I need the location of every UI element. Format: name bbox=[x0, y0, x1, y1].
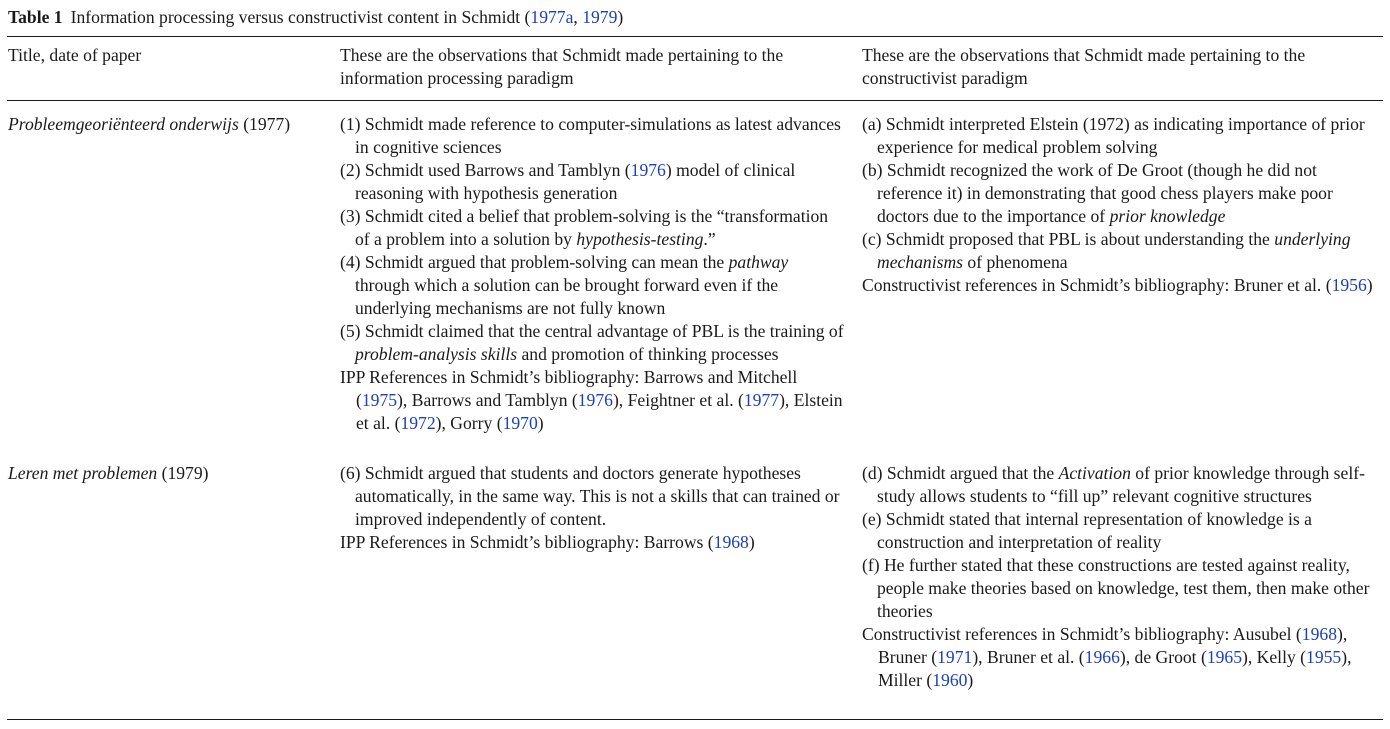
caption-citation-link[interactable]: 1977a bbox=[530, 7, 574, 27]
ipp-references: IPP References in Schmidt’s bibliography: Barrows and Mitchell (1975), Barrows and Tamblyn (1976), Feightner et al. (1977), Elstein et al. (1972), Gorry (1970) bbox=[340, 367, 843, 433]
table-bottom-rule bbox=[7, 719, 1383, 720]
citation-link[interactable]: 1970 bbox=[502, 413, 538, 433]
row-title-1979 bbox=[8, 462, 330, 485]
citation-link[interactable]: 1977 bbox=[743, 390, 780, 410]
ipp-observation: (6) Schmidt argued that students and doctors generate hypotheses automatically, in the same way. This is not a skills that can trained or improved independently of content. bbox=[340, 463, 840, 529]
ipp-references: IPP References in Schmidt’s bibliography: Barrows (1968) bbox=[340, 532, 755, 552]
ipp-observation: (2) Schmidt used Barrows and Tamblyn (1976) model of clinical reasoning with hypothesis generation bbox=[340, 160, 796, 203]
citation-link[interactable]: 1971 bbox=[937, 647, 973, 667]
header-rule bbox=[7, 100, 1383, 101]
caption-text: Information processing versus constructivist content in Schmidt ( bbox=[70, 7, 531, 27]
header-col-ipp: These are the observations that Schmidt made pertaining to the information processing paradigm bbox=[340, 45, 784, 88]
table-top-rule bbox=[7, 36, 1383, 37]
constructivist-observation: (e) Schmidt stated that internal representation of knowledge is a construction and interpretation of reality bbox=[862, 509, 1312, 552]
citation-link[interactable]: 1955 bbox=[1306, 647, 1342, 667]
table-label: Table 1 bbox=[8, 7, 63, 27]
constructivist-observation: (a) Schmidt interpreted Elstein (1972) as indicating importance of prior experience for medical problem solving bbox=[862, 114, 1365, 157]
citation-link[interactable]: 1965 bbox=[1206, 647, 1243, 667]
header-col-constructivist: These are the observations that Schmidt made pertaining to the constructivist paradigm bbox=[862, 45, 1306, 88]
ipp-observation: (5) Schmidt claimed that the central advantage of PBL is the training of problem-analysis skills and promotion of thinking processes bbox=[340, 321, 844, 364]
constructivist-references: Constructivist references in Schmidt’s bibliography: Ausubel (1968), Bruner (1971), Bruner et al. (1966), de Groot (1965), Kelly (1955), Miller (1960) bbox=[862, 624, 1352, 690]
header-col-title: Title, date of paper bbox=[8, 45, 142, 65]
ipp-cell-1977 bbox=[340, 113, 845, 435]
paper-year: (1979) bbox=[157, 463, 209, 483]
constructivist-observation: (c) Schmidt proposed that PBL is about understanding the underlying mechanisms of phenomena bbox=[862, 229, 1351, 272]
caption-citation-link[interactable]: 1979 bbox=[582, 7, 618, 27]
ipp-observation: (3) Schmidt cited a belief that problem-solving is the “transformation of a problem into a solution by hypothesis-testing.” bbox=[340, 206, 829, 249]
paper-year: (1977) bbox=[238, 114, 291, 134]
ipp-observation: (1) Schmidt made reference to computer-simulations as latest advances in cognitive sciences bbox=[340, 114, 841, 157]
paper-title: Probleemgeoriënteerd onderwijs bbox=[8, 114, 239, 134]
citation-link[interactable]: 1968 bbox=[1301, 624, 1337, 644]
ipp-observation: (4) Schmidt argued that problem-solving can mean the pathway through which a solution can be brought forward even if the underlying mechanisms are not fully known bbox=[340, 252, 789, 318]
ipp-cell-1979 bbox=[340, 462, 845, 554]
constructivist-observation: (f) He further stated that these constructions are tested against reality, people make theories based on knowledge, test them, then make other theories bbox=[862, 555, 1370, 621]
constructivist-cell-1979 bbox=[862, 462, 1382, 692]
citation-link[interactable]: 1968 bbox=[713, 532, 749, 552]
citation-link[interactable]: 1976 bbox=[577, 390, 613, 410]
row-title-1977 bbox=[8, 113, 330, 136]
citation-link[interactable]: 1960 bbox=[932, 670, 968, 690]
constructivist-cell-1977 bbox=[862, 113, 1382, 297]
citation-link[interactable]: 1975 bbox=[361, 390, 398, 410]
citation-link[interactable]: 1976 bbox=[630, 160, 666, 180]
constructivist-references: Constructivist references in Schmidt’s bibliography: Bruner et al. (1956) bbox=[862, 275, 1373, 295]
constructivist-observation: (b) Schmidt recognized the work of De Groot (though he did not reference it) in demonstrating that good chess players make poor doctors due to the importance of prior knowledge bbox=[862, 160, 1333, 226]
citation-link[interactable]: 1966 bbox=[1084, 647, 1120, 667]
citation-link[interactable]: 1972 bbox=[400, 413, 436, 433]
constructivist-observation: (d) Schmidt argued that the Activation of prior knowledge through self-study allows students to “fill up” relevant cognitive structures bbox=[862, 463, 1365, 506]
citation-link[interactable]: 1956 bbox=[1331, 275, 1367, 295]
paper-title: Leren met problemen bbox=[8, 463, 158, 483]
table-caption: Table 1 Information processing versus constructivist content in Schmidt (1977a, 1979) bbox=[8, 7, 624, 27]
